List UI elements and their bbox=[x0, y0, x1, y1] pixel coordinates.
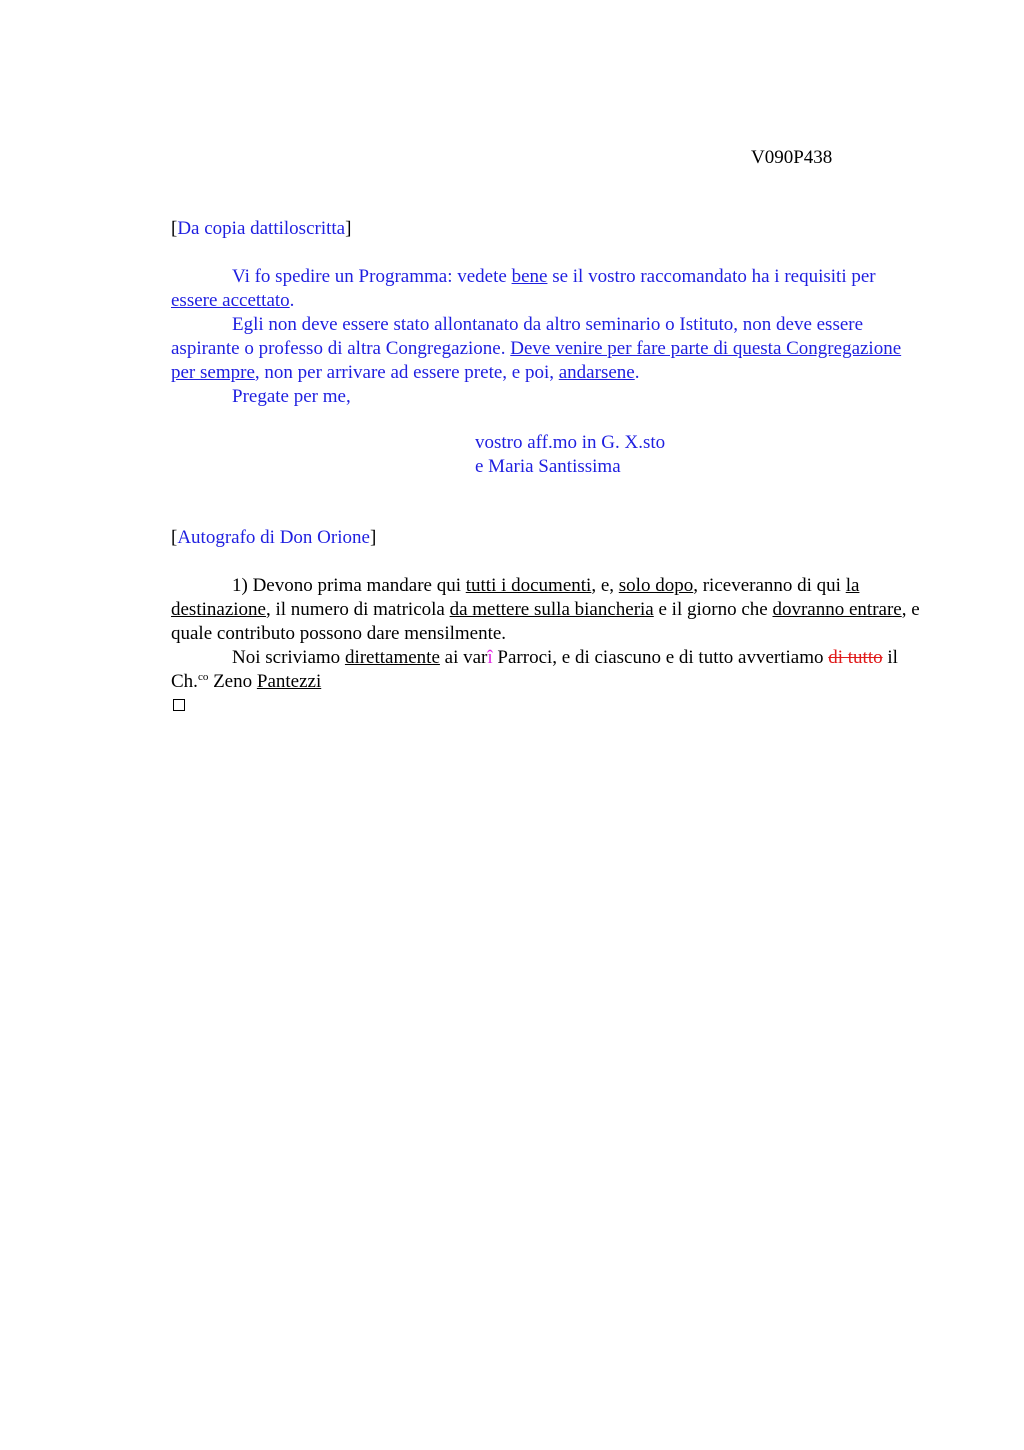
paragraph: Egli non deve essere stato allontanato da altro seminario o Istituto, non deve essere aspirante o professo di altra Congregazione. Deve venire per fare parte di questa Congregazione per sempre, non per arrivare ad essere prete, e poi, andarsene. bbox=[171, 314, 902, 383]
signature-line: e Maria Santissima bbox=[475, 456, 621, 477]
paragraph: Pregate per me, bbox=[232, 386, 351, 407]
section-header-label: Autografo di Don Orione bbox=[177, 527, 370, 548]
end-marker bbox=[171, 694, 921, 718]
box-icon bbox=[173, 699, 185, 711]
section2-body bbox=[171, 574, 921, 718]
signature-line: vostro aff.mo in G. X.sto bbox=[475, 432, 666, 453]
section-header-typescript: [Da copia dattiloscritta] bbox=[171, 218, 352, 239]
section1-body bbox=[171, 265, 921, 409]
page-id: V090P438 bbox=[751, 147, 833, 168]
paragraph: 1) Devono prima mandare qui tutti i documenti, e, solo dopo, riceveranno di qui la destinazione, il numero di matricola da mettere sulla biancheria e il giorno che dovranno entrare, e quale contributo possono dare mensilmente. bbox=[171, 575, 920, 644]
section-header-autograph: [Autografo di Don Orione] bbox=[171, 527, 377, 548]
section-header-label: Da copia dattiloscritta bbox=[177, 218, 346, 239]
signature bbox=[171, 431, 921, 479]
paragraph: Vi fo spedire un Programma: vedete bene se il vostro raccomandato ha i requisiti per essere accettato. bbox=[171, 266, 876, 311]
paragraph: Noi scriviamo direttamente ai varî Parroci, e di ciascuno e di tutto avvertiamo di tutto il Ch.$^{co}$ Zeno Pantezzi bbox=[171, 647, 898, 692]
accent-mark: î bbox=[487, 647, 493, 668]
struck-text: di tutto bbox=[828, 647, 883, 668]
